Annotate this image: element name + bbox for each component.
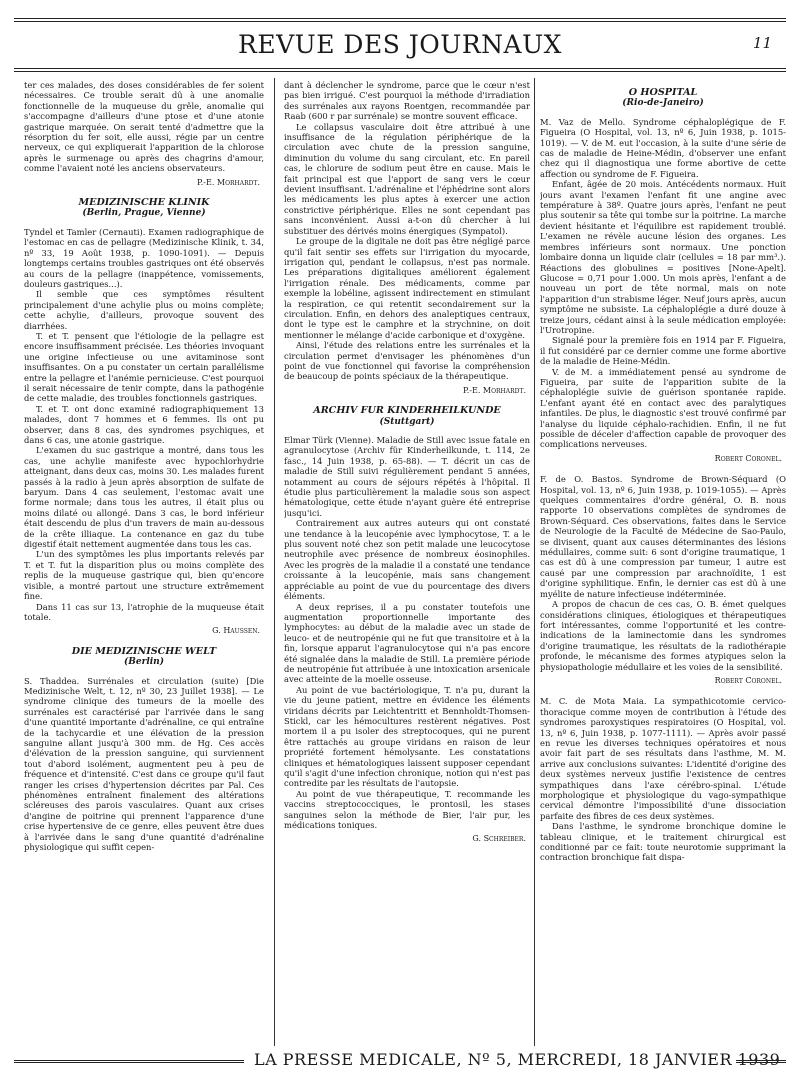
paragraph: Au point de vue thérapeutique, T. recommande les vaccins streptococciques, le prontosil, les stases sanguines selon la méthode de Bier, l'air pur, les médications toniques.	[284, 788, 530, 831]
section-heading: DIE MEDIZINISCHE WELT	[71, 645, 217, 657]
paragraph: Contrairement aux autres auteurs qui ont constaté une tendance à la leucopénie avec lymphocytose, T. a le plus souvent noté chez son petit malade une leucocytose neutrophile avec présence de nombreux éosinophiles. Avec les progrès de la maladie il a constaté une tendance croissante à la leucopénie, mais sans changement appréciable au point de vue du pourcentage des divers éléments.	[284, 518, 530, 602]
author-signature: P.-E. Morhardt.	[197, 177, 260, 187]
paragraph: T. et T. ont donc examiné radiographiquement 13 malades, dont 7 hommes et 6 femmes. Ils ont pu observer, dans 8 cas, des syndromes psychiques, et dans 6 cas, une atonie gastrique.	[24, 403, 264, 445]
paragraph: ter ces malades, des doses considérables de fer soient nécessaires. Ce trouble serait dû à une anomalie fonctionnelle de la muqueuse du grêle, anomalie qui s'accompagne d'ailleurs d'une ptose et d'une atonie gastrique marquée. On serait tenté d'admettre que la résorption du fer soit, elle aussi, régie par un centre nerveux, ce qui expliquerait l'apparition de la chlorose après le surmenage ou après des chagrins d'amour, comme l'avaient noté les anciens observateurs.	[24, 80, 264, 174]
paragraph: Le collapsus vasculaire doit être attribué à une insuffisance de la régulation périphérique de la circulation avec chute de la pression sanguine, diminution du volume du sang circulant, etc. En pareil cas, le chlorure de sodium peut être en cause. Mais le fait principal est que l'apport de sang vers le cœur devient insuffisant. L'adrénaline et l'éphédrine sont alors les médicaments les plus aptes à exercer une action constrictive périphérique. Elles ne sont cependant pas sans inconvénient. Aussi a-t-on dû chercher à lui substituer des dérivés moins énergiques (Sympatol).	[284, 121, 530, 236]
paragraph: Le groupe de la digitale ne doit pas être négligé parce qu'il fait sentir ses effets sur l'irrigation du myocarde, irrigation qui, pendant le collapsus, n'est pas normale. Les préparations digitaliques améliorent également l'irrigation rénale. Des médicaments, comme par exemple la lobéline, agissent indirectement en stimulant la respiration, ce qui retentit secondairement sur la circulation. Enfin, en dehors des analeptiques centraux, dont le type est le camphre et la strychnine, on doit mentionner le mélange d'acide carbonique et d'oxygène.	[284, 236, 530, 340]
column-right	[540, 80, 786, 1045]
paragraph: A propos de chacun de ces cas, O. B. émet quelques considérations cliniques, étiologiques et thérapeutiques fort intéressantes, comme l'opportunité et les contre-indications de la laminectomie dans les syndromes d'origine traumatique, les résultats de la radiothérapie profonde, le mécanisme des formes atypiques selon la physiopathologie médullaire et les voies de la sensibilité.	[540, 599, 786, 672]
paragraph: Dans 11 cas sur 13, l'atrophie de la muqueuse était totale.	[24, 601, 264, 622]
author-signature: P.-E. Morhardt.	[463, 385, 526, 395]
author-signature: G. Schreiber.	[472, 834, 526, 844]
footer-publication-line: LA PRESSE MEDICALE, Nº 5, MERCREDI, 18 JANVIER 1939	[254, 1050, 781, 1069]
paragraph: Ainsi, l'étude des relations entre les surrénales et la circulation permet d'envisager les phénomènes d'un point de vue fonctionnel qui favorise la compréhension de beaucoup de points spéciaux de la thérapeutique.	[284, 340, 530, 382]
page-number: 11	[752, 34, 772, 52]
paragraph: Au point de vue bactériologique, T. n'a pu, durant la vie du jeune patient, mettre en évidence les éléments viridans décrits par Leichtentritt et Bennholdt-Thomsen-Stickl, car les hémocultures restèrent négatives. Post mortem il a pu isoler des streptocoques, qui ne purent être rattachés au groupe viridans en raison de leur propriété fortement hémolysante. Les constatations cliniques et hématologiques laissent supposer cependant qu'il s'agit d'une infection chronique, notion qui n'est pas contredite par les résultats de l'autopsie.	[284, 684, 530, 789]
section-location: (Berlin)	[124, 657, 164, 668]
paragraph: L'examen du suc gastrique a montré, dans tous les cas, une achylie manifeste avec hypochlorhydrie atteignant, dans deux cas, moins 30. Les malades furent passés à la radio à jeun après absorption de sulfate de baryum. Dans 4 cas seulement, l'estomac avait une forme normale; dans tous les autres, il était plus ou moins dilaté ou allongé. Dans 3 cas, le bord inférieur était descendu de plus d'un travers de main au-dessous de la crête illiaque. La contenance en gaz du tube digestif était nettement augmentée dans tous les cas.	[24, 445, 264, 550]
footer-rule	[736, 1060, 786, 1063]
section-heading: MEDIZINISCHE KLINIK	[78, 197, 210, 209]
paragraph: Il semble que ces symptômes résultent principalement d'une achylie plus ou moins complète; cette achylie, d'ailleurs, provoque souvent des diarrhées.	[24, 289, 264, 331]
section-location: (Berlin, Prague, Vienne)	[82, 208, 206, 219]
paragraph: dant à déclencher le syndrome, parce que le cœur n'est pas bien irrigué. C'est pourquoi la méthode d'irradiation des surrénales aux rayons Roentgen, recommandée par Raab (600 r par surrénale) se montre souvent efficace.	[284, 80, 530, 122]
section-heading: O HOSPITAL	[628, 87, 698, 98]
section-heading: ARCHIV FUR KINDERHEILKUNDE	[313, 405, 501, 417]
author-signature: Robert Coronel.	[714, 675, 782, 685]
paragraph: V. de M. a immédiatement pensé au syndrome de Figueira, par suite de l'apparition subite de la céphaloplégie suivie de guérison spontanée rapide. L'enfant ayant été en contact avec des paralytiques infantiles. De plus, le diagnostic s'est trouvé confirmé par l'analyse du liquide céphalo-rachidien. Enfin, il ne fut possible de déceler d'affection capable de provoquer des complications nerveuses.	[540, 366, 786, 450]
journal-title: REVUE DES JOURNAUX	[238, 30, 562, 59]
column-left	[24, 80, 264, 1045]
article-heading: M. C. de Mota Maia. La sympathicotomie cervico-thoracique comme moyen de contribution à l'étude des syndromes paroxystiques respiratoires (O Hospital, vol. 13, nº 6, Juin 1938, p. 1077-1111). — Après avoir passé en revue les diverses techniques opératoires et nous avoir fait part de ses résultats dans l'asthme, M. M. arrive aux conclusions suivantes: L'identité d'origine des deux systèmes nerveux justifie l'existence de centres sympathiques dans l'axe cérébro-spinal. L'étude morphologique et physiologique du vago-sympathique cervical démontre l'impossibilité d'une dissociation parfaite des fibres de ces deux systèmes.	[540, 696, 786, 821]
column-middle	[284, 80, 530, 1045]
header-rule-2	[14, 71, 786, 72]
top-rule-2	[14, 21, 786, 22]
column-divider	[534, 78, 535, 1046]
paragraph: Enfant, âgée de 20 mois. Antécédents normaux. Huit jours avant l'examen l'enfant fit une angine avec température à 38º. Quatre jours après, l'enfant ne peut plus soutenir sa tête qui tombe sur la poitrine. La marche devient hésitante et l'équilibre est rapidement troublé. L'examen ne révèle aucune lésion des organes. Les membres inférieurs sont normaux. Une ponction lombaire donna un liquide clair (cellules = 18 par mm³.). Réactions des globulines = positives [None-Apelt]. Glucose = 0,71 pour 1.000. Un mois après, l'enfant a de nouveau un port de tête normal, mais on note l'apparition d'un strabisme léger. Neuf jours après, aucun symptôme ne subsiste. La céphaloplégie a duré douze à treize jours, cédant ainsi à la seule médication employée: l'Urotropine.	[540, 179, 786, 335]
footer-rule	[14, 1060, 244, 1063]
author-signature: Robert Coronel.	[714, 453, 782, 463]
section-location: (Stuttgart)	[379, 416, 435, 427]
paragraph: L'un des symptômes les plus importants relevés par T. et T. fut la disparition plus ou moins complète des replis de la muqueuse gastrique qui, bien qu'encore visible, a montré partout une structure extrêmement fine.	[24, 549, 264, 602]
section-location: (Rio-de-Janeiro)	[622, 98, 704, 109]
paragraph: Signalé pour la première fois en 1914 par F. Figueira, il fut considéré par ce dernier comme une forme abortive de la maladie de Heine-Médin.	[540, 335, 786, 367]
page-footer	[14, 1048, 786, 1076]
article-heading: M. Vaz de Mello. Syndrome céphaloplégique de F. Figueira (O Hospital, vol. 13, nº 6, Juin 1938, p. 1015-1019). — V. de M. eut l'occasion, à la suite d'une série de cas de maladie de Heine-Médin, d'observer une enfant chez qui il diagnostiqua une forme abortive de cette affection ou syndrome de F. Figueira.	[540, 116, 786, 179]
top-rule	[14, 18, 786, 19]
paragraph: T. et T. pensent que l'étiologie de la pellagre est encore insuffisamment précisée. Les théories invoquant une origine infectieuse ou une avitaminose sont insuffisantes. On a pu constater un certain parallélisme entre la pellagre et l'anémie pernicieuse. C'est pourquoi il serait nécessaire de tenir compte, dans la pathogénie de cette maladie, des troubles fonctionnels gastriques.	[24, 330, 264, 404]
article-heading: S. Thaddea. Surrénales et circulation (suite) [Die Medizinische Welt, t. 12, nº 30, 23 Juillet 1938]. — Le syndrome clinique des tumeurs de la moelle des surrénales est caractérisé par l'arrivée dans le sang d'une quantité importante d'adrénaline, ce qui entraîne de la tachycardie et une élévation de la pression sanguine allant jusqu'à 300 mm. de Hg. Ces accès d'élévation de la pression sanguine, qui surviennent tout d'abord isolément, augmentent peu à peu de fréquence et d'intensité. C'est dans ce groupe qu'il faut ranger les crises d'hypertension décrites par Pal. Ces phénomènes entraînent finalement des altérations scléreuses des parois vasculaires. Quant aux crises d'angine de poitrine qui prennent l'apparence d'une crise hypertensive de ce genre, elles peuvent être dues à l'arrivée dans le sang d'une quantité d'adrénaline physiologique qui suffit cepen-	[24, 675, 264, 853]
article-heading: Elmar Türk (Vienne). Maladie de Still avec issue fatale en agranulocytose (Archiv für Kinderheilkunde, t. 114, 2e fasc., 14 Juin 1938, p. 65-88). — T. décrit un cas de maladie de Still suivi régulièrement pendant 5 années, notamment au cours de séjours répétés à l'hôpital. Il étudie plus particulièrement la maladie sous son aspect hématologique, cette étude n'ayant guère été entreprise jusqu'ici.	[284, 435, 530, 518]
header-rule	[14, 68, 786, 69]
paragraph: Dans l'asthme, le syndrome bronchique domine le tableau clinique, et le traitement chirurgical est conditionné par ce fait: toute neurotomie supprimant la contraction bronchique fait dispa-	[540, 821, 786, 863]
article-heading: Tyndel et Tamler (Cernauti). Examen radiographique de l'estomac en cas de pellagre (Medizinische Klinik, t. 34, nº 33, 19 Août 1938, p. 1090-1091). — Depuis longtemps certains troubles gastriques ont été observés au cours de la pellagre (inappétence, vomissements, douleurs gastriques...).	[24, 226, 264, 289]
article-heading: F. de O. Bastos. Syndrome de Brown-Séquard (O Hospital, vol. 13, nº 6, Juin 1938, p. 1019-1055). — Après quelques commentaires d'ordre général, O. B. nous rapporte 10 observations complètes de syndromes de Brown-Séquard. Ces observations, faites dans le Service de Neurologie de la Faculté de Médecine de Sao-Paulo, se divisent, quant aux causes déterminantes des lésions médullaires, comme suit: 6 sont d'origine traumatique, 1 cas est dû à une compression par tumeur, 1 autre est causé par une compression par arachnoïdite, 1 est d'origine syphilitique. Enfin, le dernier cas est dû à une myélite de nature infectieuse indéterminée.	[540, 474, 786, 599]
paragraph: A deux reprises, il a pu constater toutefois une augmentation proportionnelle importante des lymphocytes: au début de la maladie avec un stade de leuco- et de neutropénie qui ne fut que transitoire et à la fin, lorsque apparut l'agranulocytose qui n'a pas encore été signalée dans la maladie de Still. La première période de neutropénie fut attribuée à une intoxication arsenicale avec atteinte de la moelle osseuse.	[284, 601, 530, 685]
author-signature: G. Haussen.	[212, 626, 260, 636]
column-divider	[274, 78, 275, 1046]
journal-header	[14, 26, 786, 66]
